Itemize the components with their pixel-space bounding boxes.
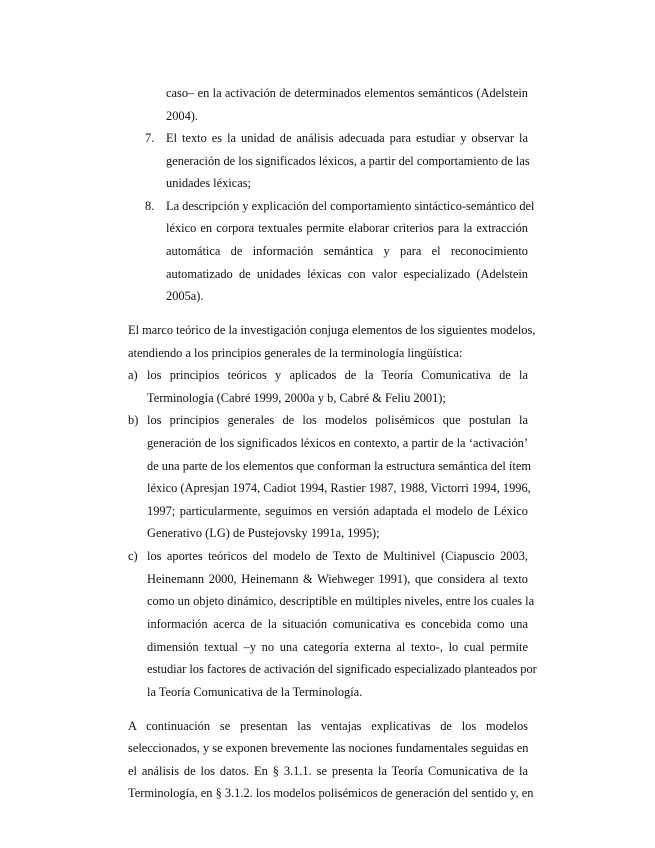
text-line: dimensión textual –y no una categoría externa al texto-, lo cual permite (147, 640, 528, 654)
text-line: unidades léxicas; (166, 176, 251, 190)
text-line: automatizado de unidades léxicas con valor especializado (Adelstein (166, 267, 528, 281)
text-line: automática de información semántica y para el reconocimiento (166, 244, 528, 258)
text-line: generación de los significados léxicos en contexto, a partir de la ‘activación’ (147, 436, 528, 450)
text-line: los principios teóricos y aplicados de la Teoría Comunicativa de la (147, 368, 528, 382)
text-line: El marco teórico de la investigación conjuga elementos de los siguientes modelos, (128, 323, 536, 337)
text-line: 1997; particularmente, seguimos en versión adaptada el modelo de Léxico (147, 504, 528, 518)
text-line: generación de los significados léxicos, a partir del comportamiento de las (166, 154, 530, 168)
text-line: Generativo (LG) de Pustejovsky 1991a, 1995); (147, 526, 380, 540)
text-line: Terminología (Cabré 1999, 2000a y b, Cabré & Feliu 2001); (147, 391, 446, 405)
text-line: los principios generales de los modelos polisémicos que postulan la (147, 413, 528, 427)
text-line: léxico en corpora textuales permite elaborar criterios para la extracción (166, 221, 528, 235)
text-line: el análisis de los datos. En § 3.1.1. se presenta la Teoría Comunicativa de la (128, 764, 528, 778)
text-line: Terminología, en § 3.1.2. los modelos polisémicos de generación del sentido y, en (128, 786, 534, 800)
text-line: de una parte de los elementos que conforman la estructura semántica del ítem (147, 459, 531, 473)
text-line: La descripción y explicación del comportamiento sintáctico-semántico del (166, 199, 535, 213)
text-line: A continuación se presentan las ventajas explicativas de los modelos (128, 719, 528, 733)
item-label: c) (128, 549, 138, 563)
text-line: estudiar los factores de activación del significado especializado planteados por (147, 662, 537, 676)
text-line: la Teoría Comunicativa de la Terminología. (147, 685, 363, 699)
text-line: 2005a). (166, 289, 204, 303)
text-line: Heinemann 2000, Heinemann & Wiehweger 1991), que considera al texto (147, 572, 528, 586)
text-line: seleccionados, y se exponen brevemente las nociones fundamentales seguidas en (128, 741, 529, 755)
item-number: 7. (145, 131, 155, 145)
item-label: b) (128, 413, 139, 427)
text-line: como un objeto dinámico, descriptible en múltiples niveles, entre los cuales la (147, 594, 535, 608)
text-line: atendiendo a los principios generales de la terminología lingüística: (128, 346, 463, 360)
item-number: 8. (145, 199, 155, 213)
text-line: léxico (Apresjan 1974, Cadiot 1994, Rastier 1987, 1988, Victorri 1994, 1996, (147, 481, 531, 495)
text-line: los aportes teóricos del modelo de Texto de Multinivel (Ciapuscio 2003, (147, 549, 528, 563)
text-line: 2004). (166, 109, 199, 123)
text-line: El texto es la unidad de análisis adecuada para estudiar y observar la (166, 131, 528, 145)
item-label: a) (128, 368, 138, 382)
text-line: información acerca de la situación comunicativa es concebida como una (147, 617, 528, 631)
text-line: caso– en la activación de determinados elementos semánticos (Adelstein (166, 86, 528, 100)
